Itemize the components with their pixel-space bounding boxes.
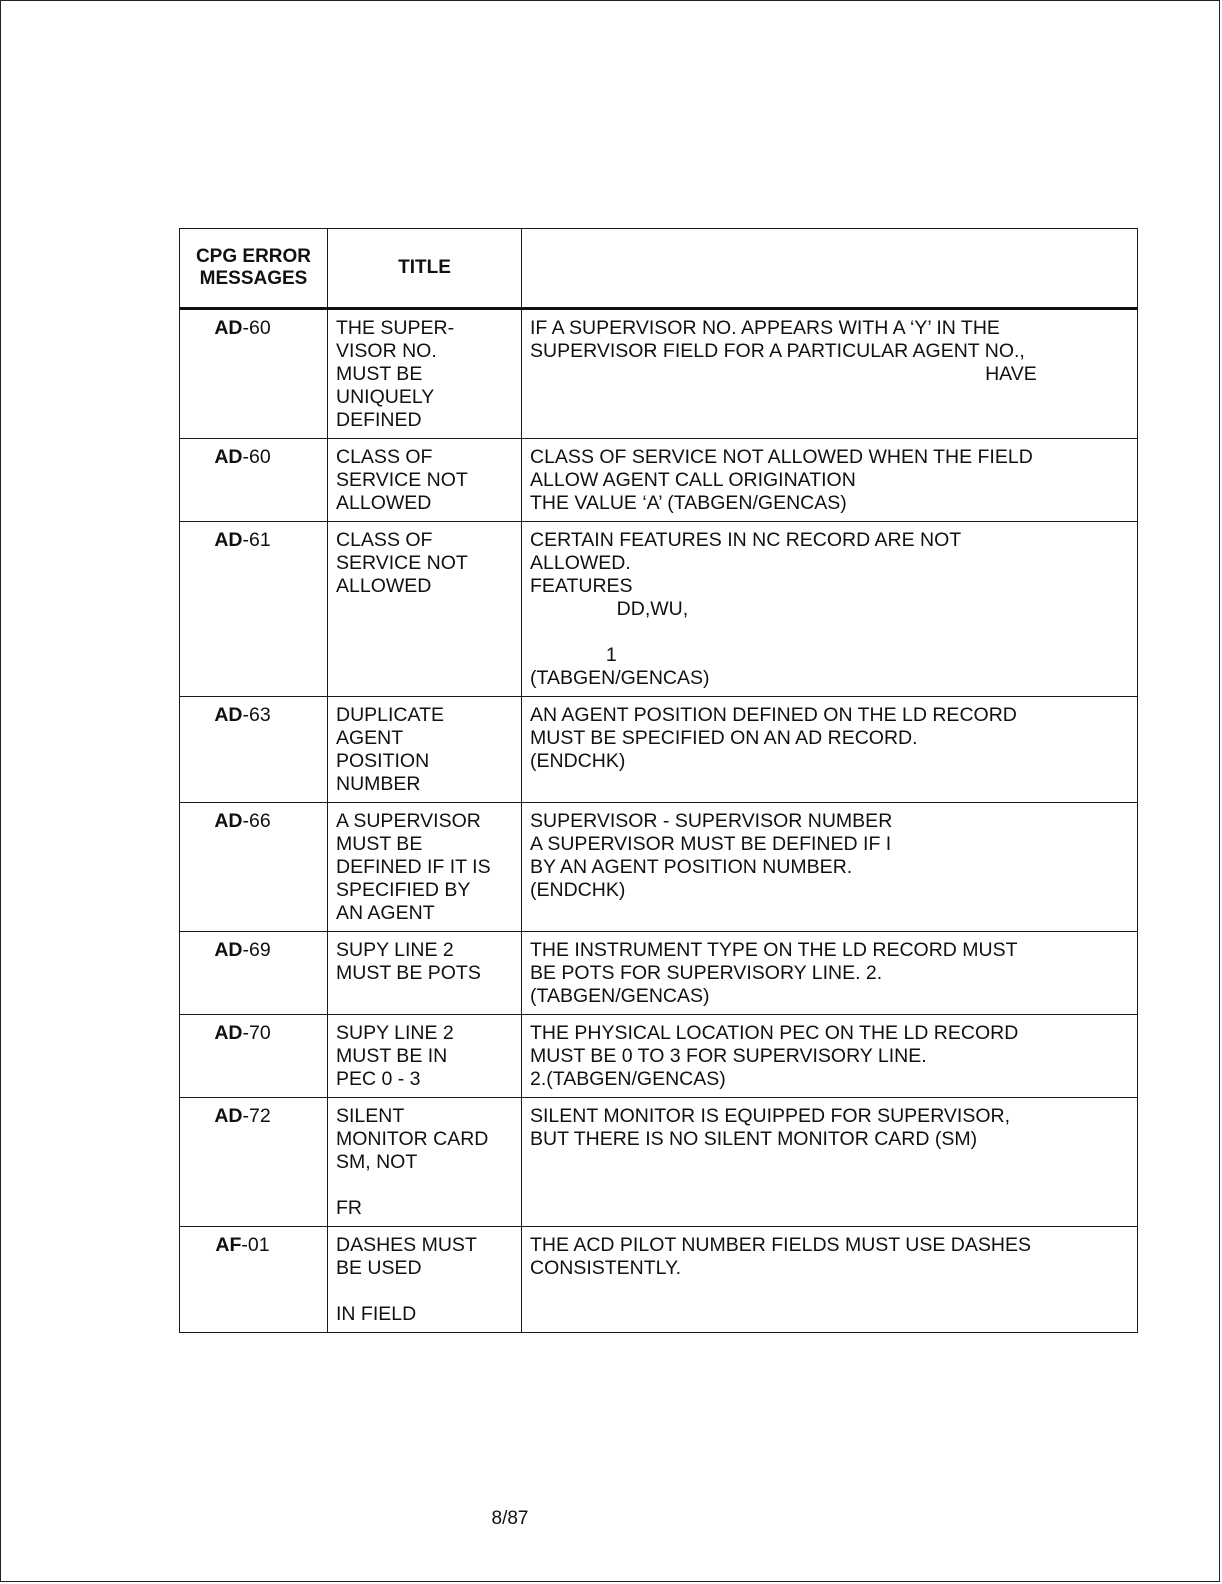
error-description-line: THE ACD PILOT NUMBER FIELDS MUST USE DASHES [530,1234,1031,1256]
error-description-line: BY AN AGENT POSITION NUMBER. [530,856,853,878]
error-description-line: 2.(TABGEN/GENCAS) [530,1068,726,1090]
error-description-line: MUST BE SPECIFIED ON AN AD RECORD. [530,727,918,749]
error-description-line: CLASS OF SERVICE NOT ALLOWED WHEN THE FIELD [530,446,1033,468]
error-title-line: SUPY LINE 2 [336,939,454,961]
error-code-prefix: AD [214,446,243,468]
error-description-line: (ENDCHK) [530,750,626,772]
table-row [180,439,1138,522]
error-description-line: IF A SUPERVISOR NO. APPEARS WITH A ‘Y’ IN THE [530,317,1000,339]
error-code [180,697,328,803]
error-title [328,522,522,697]
error-title-line [336,1280,513,1303]
error-description-line: MUST BE 0 TO 3 FOR SUPERVISORY LINE. [530,1045,927,1067]
error-message-table [179,228,1138,1333]
error-description [522,1015,1138,1098]
error-title-line: DEFINED IF IT IS [336,856,491,878]
table-row [180,932,1138,1015]
error-title-line: MUST BE [336,363,423,385]
error-title [328,803,522,932]
error-title-line: CLASS OF [336,529,433,551]
error-description-line [530,621,1129,644]
error-description [522,803,1138,932]
error-code [180,1015,328,1098]
error-description [522,697,1138,803]
error-title [328,697,522,803]
error-title-line: DUPLICATE [336,704,444,726]
error-title [328,1015,522,1098]
error-description-line: SUPERVISOR - SUPERVISOR NUMBER [530,810,893,832]
error-title-line: MONITOR CARD [336,1128,489,1150]
table-row [180,803,1138,932]
error-description-line: SUPERVISOR FIELD FOR A PARTICULAR AGENT NO., [530,340,1025,362]
error-description-line: DD,WU, [530,598,689,620]
error-title-line: PEC 0 - 3 [336,1068,421,1090]
error-code-prefix: AD [214,529,243,551]
error-code [180,932,328,1015]
error-description [522,932,1138,1015]
error-description-line: BE POTS FOR SUPERVISORY LINE. 2. [530,962,883,984]
error-code-prefix: AD [214,704,243,726]
error-code [180,439,328,522]
error-title-line: DEFINED [336,409,422,431]
error-description-line: A SUPERVISOR MUST BE DEFINED IF I [530,833,892,855]
error-title-line: FR [336,1197,362,1219]
error-description [522,1227,1138,1333]
table-body [180,309,1138,1333]
error-description-line: (ENDCHK) [530,879,626,901]
error-code-number: -72 [242,1105,271,1127]
error-title-line [336,1174,513,1197]
error-title-line: AGENT [336,727,404,749]
error-code [180,1098,328,1227]
error-description [522,522,1138,697]
header-error-messages: CPG ERROR MESSAGES [180,229,328,309]
page-number: 8/87 [491,1508,529,1529]
error-description-line: THE VALUE ‘A’ (TABGEN/GENCAS) [530,492,847,514]
error-description-line: CONSISTENTLY. [530,1257,681,1279]
error-code-number: -63 [242,704,271,726]
error-title-line: VISOR NO. [336,340,437,362]
error-code-number: -69 [242,939,271,961]
error-title-line: SUPY LINE 2 [336,1022,454,1044]
error-description [522,439,1138,522]
error-code [180,522,328,697]
error-description [522,309,1138,439]
error-code-prefix: AF [215,1234,242,1256]
error-description-line: 1 [530,644,617,666]
error-description-line: ALLOW AGENT CALL ORIGINATION [530,469,856,491]
error-title [328,1098,522,1227]
error-title-line: SPECIFIED BY [336,879,471,901]
error-title-line: A SUPERVISOR [336,810,481,832]
error-title-line: SERVICE NOT [336,552,468,574]
error-code [180,309,328,439]
error-title-line: CLASS OF [336,446,433,468]
error-code-number: -66 [242,810,271,832]
table-row [180,697,1138,803]
error-title-line: SM, NOT [336,1151,418,1173]
error-title-line: MUST BE POTS [336,962,481,984]
error-description-line: BUT THERE IS NO SILENT MONITOR CARD (SM) [530,1128,978,1150]
error-description [522,1098,1138,1227]
error-title-line: AN AGENT [336,902,435,924]
error-description-line: CERTAIN FEATURES IN NC RECORD ARE NOT [530,529,962,551]
error-title-line: THE SUPER- [336,317,455,339]
error-description-line: (TABGEN/GENCAS) [530,667,710,689]
error-code-number: -01 [241,1234,270,1256]
error-description-line: (TABGEN/GENCAS) [530,985,710,1007]
error-description-line: SILENT MONITOR IS EQUIPPED FOR SUPERVISOR, [530,1105,1011,1127]
error-title-line: UNIQUELY [336,386,435,408]
error-description-line: THE PHYSICAL LOCATION PEC ON THE LD RECORD [530,1022,1019,1044]
table-row [180,1227,1138,1333]
error-title [328,1227,522,1333]
error-title-line: DASHES MUST [336,1234,477,1256]
error-title-line: BE USED [336,1257,422,1279]
error-description-line: HAVE [530,363,1037,385]
error-title-line: IN FIELD [336,1303,417,1325]
error-title-line: ALLOWED [336,492,432,514]
error-code [180,1227,328,1333]
error-description-line: ALLOWED. [530,552,631,574]
header-title: TITLE [328,229,522,309]
error-title-line: MUST BE IN [336,1045,448,1067]
error-description-line: FEATURES [530,575,633,597]
header-description [522,229,1138,309]
error-title [328,309,522,439]
table-row [180,1015,1138,1098]
error-code-number: -70 [242,1022,271,1044]
error-title-line: ALLOWED [336,575,432,597]
table-row [180,1098,1138,1227]
error-code-prefix: AD [214,1105,243,1127]
error-title-line: MUST BE [336,833,423,855]
error-code [180,803,328,932]
error-title-line: NUMBER [336,773,421,795]
error-code-prefix: AD [214,939,243,961]
error-code-number: -61 [242,529,271,551]
error-description-line: THE INSTRUMENT TYPE ON THE LD RECORD MUST [530,939,1018,961]
error-code-prefix: AD [214,810,243,832]
error-title-line: SILENT [336,1105,405,1127]
error-title-line: POSITION [336,750,430,772]
error-description-line: AN AGENT POSITION DEFINED ON THE LD RECORD [530,704,1017,726]
error-title-line: SERVICE NOT [336,469,468,491]
error-title [328,932,522,1015]
error-code-number: -60 [242,446,271,468]
table-header-row [180,229,1138,309]
table-row [180,522,1138,697]
error-code-prefix: AD [214,1022,243,1044]
error-code-prefix: AD [214,317,243,339]
error-title [328,439,522,522]
error-code-number: -60 [242,317,271,339]
table-row [180,309,1138,439]
